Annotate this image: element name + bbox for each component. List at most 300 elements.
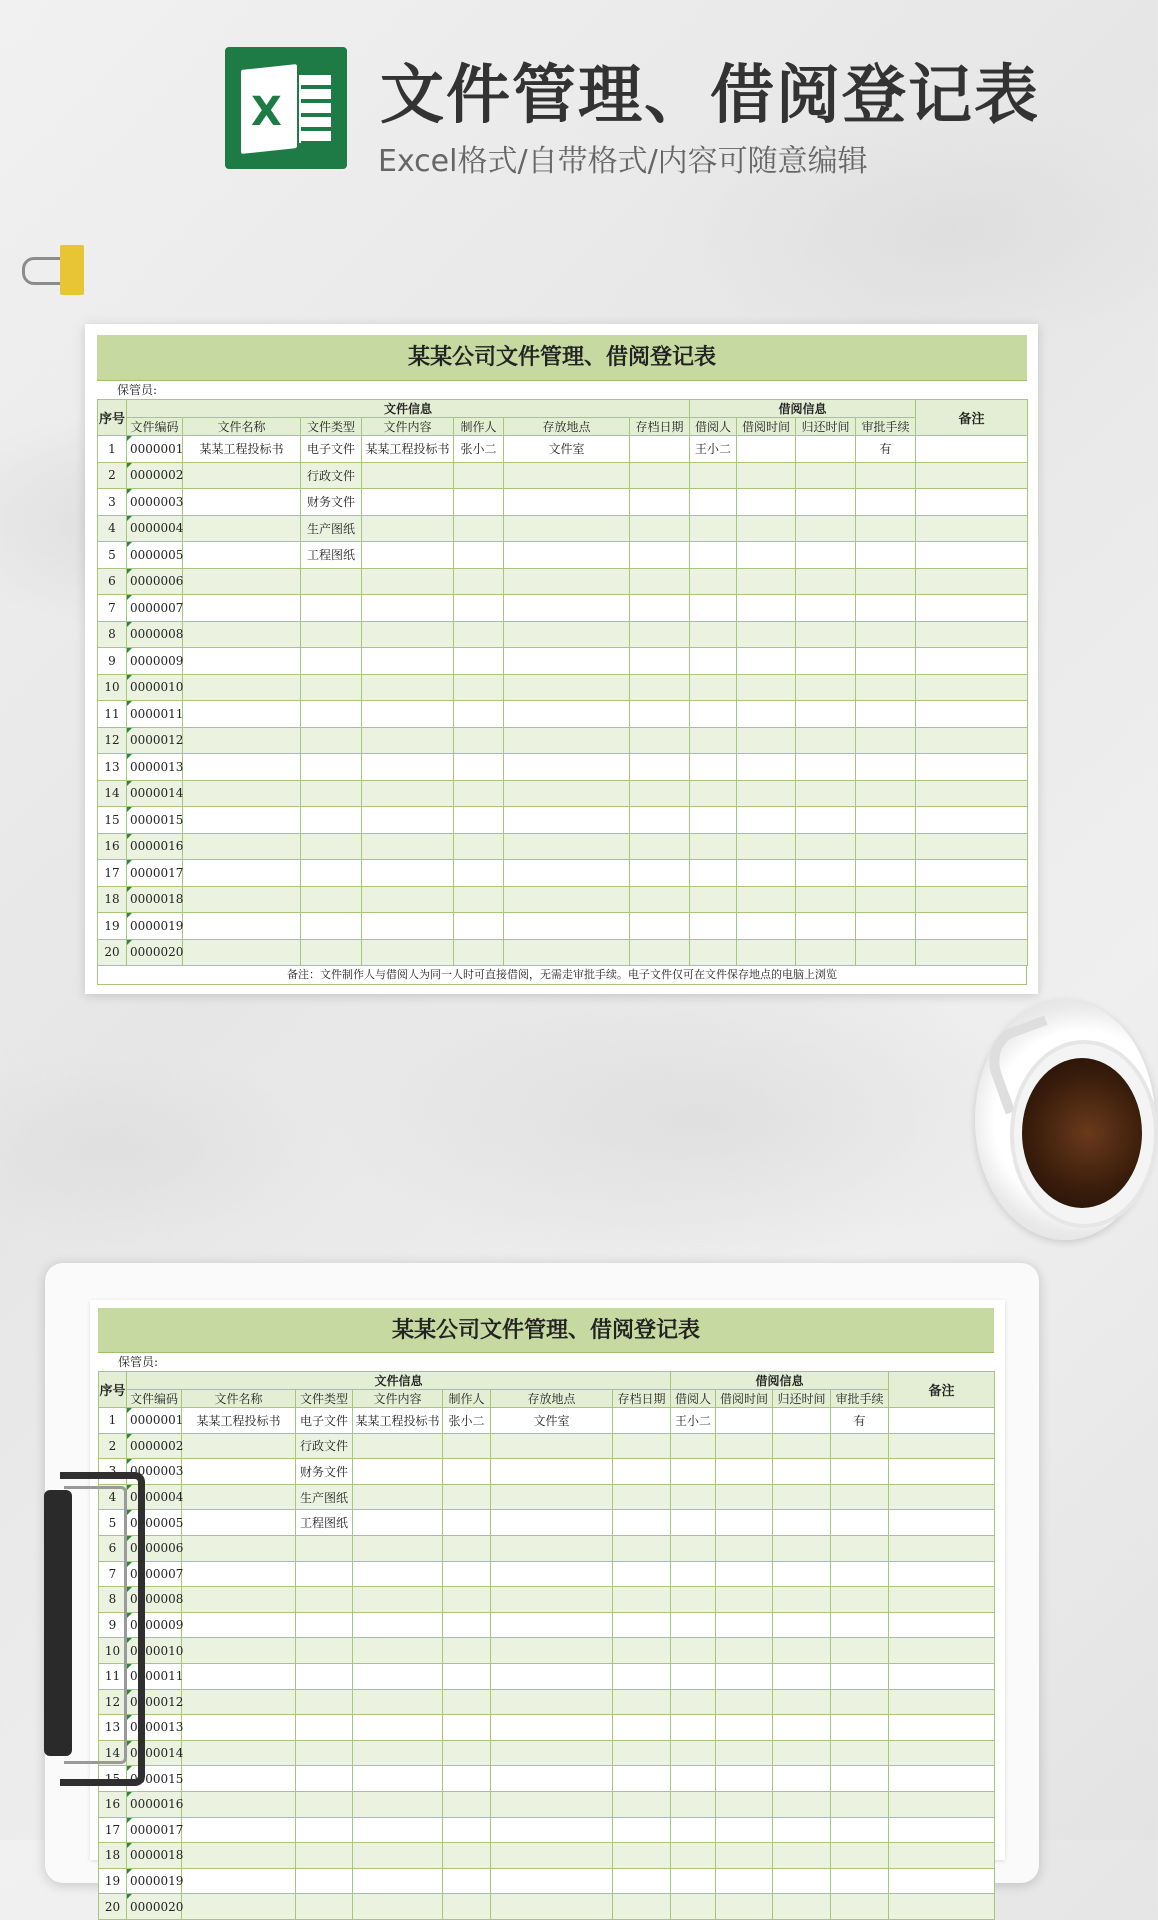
cell-file-name[interactable] bbox=[182, 1433, 296, 1459]
cell-approval[interactable] bbox=[831, 1689, 889, 1715]
cell-location[interactable] bbox=[491, 1638, 613, 1664]
cell-file-type[interactable]: 行政文件 bbox=[301, 462, 362, 489]
cell-archive-date[interactable] bbox=[613, 1638, 671, 1664]
cell-seq[interactable]: 16 bbox=[99, 1791, 127, 1817]
cell-file-code[interactable]: 0000014 bbox=[127, 1740, 182, 1766]
cell-file-name[interactable] bbox=[183, 621, 301, 648]
cell-file-name[interactable] bbox=[183, 913, 301, 940]
cell-file-code[interactable]: 0000016 bbox=[127, 833, 183, 860]
cell-file-type[interactable]: 工程图纸 bbox=[301, 542, 362, 569]
cell-borrow-time[interactable] bbox=[716, 1843, 773, 1869]
cell-file-type[interactable]: 电子文件 bbox=[301, 436, 362, 463]
cell-approval[interactable] bbox=[831, 1715, 889, 1741]
cell-borrower[interactable] bbox=[690, 807, 737, 834]
cell-remark[interactable] bbox=[916, 701, 1028, 728]
cell-return-time[interactable] bbox=[796, 886, 856, 913]
cell-file-name[interactable] bbox=[183, 860, 301, 887]
cell-seq[interactable]: 5 bbox=[98, 542, 127, 569]
cell-file-name[interactable] bbox=[183, 886, 301, 913]
cell-maker[interactable] bbox=[454, 860, 504, 887]
cell-archive-date[interactable] bbox=[630, 489, 690, 516]
cell-approval[interactable] bbox=[831, 1868, 889, 1894]
cell-location[interactable] bbox=[504, 542, 630, 569]
cell-file-content[interactable] bbox=[362, 595, 454, 622]
cell-return-time[interactable] bbox=[796, 939, 856, 966]
cell-file-content[interactable] bbox=[362, 886, 454, 913]
cell-return-time[interactable] bbox=[773, 1612, 831, 1638]
cell-location[interactable] bbox=[504, 489, 630, 516]
cell-remark[interactable] bbox=[889, 1689, 995, 1715]
cell-borrower[interactable] bbox=[671, 1791, 716, 1817]
cell-file-code[interactable]: 0000004 bbox=[127, 1484, 182, 1510]
cell-file-type[interactable] bbox=[296, 1740, 353, 1766]
cell-file-content[interactable] bbox=[353, 1715, 443, 1741]
cell-seq[interactable]: 7 bbox=[99, 1561, 127, 1587]
cell-approval[interactable] bbox=[831, 1484, 889, 1510]
cell-approval[interactable] bbox=[856, 515, 916, 542]
cell-seq[interactable]: 10 bbox=[98, 674, 127, 701]
cell-file-content[interactable] bbox=[362, 913, 454, 940]
cell-approval[interactable]: 有 bbox=[856, 436, 916, 463]
cell-seq[interactable]: 9 bbox=[98, 648, 127, 675]
cell-file-type[interactable] bbox=[301, 727, 362, 754]
cell-remark[interactable] bbox=[916, 913, 1028, 940]
cell-maker[interactable]: 张小二 bbox=[443, 1408, 491, 1434]
cell-borrower[interactable] bbox=[671, 1817, 716, 1843]
cell-return-time[interactable] bbox=[796, 833, 856, 860]
cell-file-type[interactable] bbox=[301, 674, 362, 701]
cell-approval[interactable] bbox=[856, 913, 916, 940]
cell-borrow-time[interactable] bbox=[716, 1535, 773, 1561]
cell-return-time[interactable] bbox=[773, 1535, 831, 1561]
cell-borrow-time[interactable] bbox=[716, 1817, 773, 1843]
cell-file-code[interactable]: 0000015 bbox=[127, 807, 183, 834]
cell-borrow-time[interactable] bbox=[737, 754, 796, 781]
cell-return-time[interactable] bbox=[773, 1663, 831, 1689]
cell-maker[interactable] bbox=[454, 701, 504, 728]
cell-return-time[interactable] bbox=[773, 1484, 831, 1510]
cell-archive-date[interactable] bbox=[613, 1612, 671, 1638]
cell-file-code[interactable]: 0000014 bbox=[127, 780, 183, 807]
cell-location[interactable] bbox=[504, 807, 630, 834]
cell-file-type[interactable] bbox=[301, 913, 362, 940]
cell-remark[interactable] bbox=[916, 860, 1028, 887]
cell-file-type[interactable] bbox=[301, 780, 362, 807]
cell-borrower[interactable] bbox=[690, 595, 737, 622]
cell-remark[interactable] bbox=[889, 1535, 995, 1561]
cell-borrower[interactable] bbox=[671, 1561, 716, 1587]
cell-file-content[interactable] bbox=[362, 860, 454, 887]
cell-approval[interactable] bbox=[831, 1817, 889, 1843]
cell-seq[interactable]: 14 bbox=[99, 1740, 127, 1766]
cell-remark[interactable] bbox=[916, 489, 1028, 516]
cell-borrow-time[interactable] bbox=[737, 807, 796, 834]
cell-file-type[interactable] bbox=[301, 939, 362, 966]
cell-maker[interactable] bbox=[443, 1843, 491, 1869]
cell-seq[interactable]: 11 bbox=[99, 1663, 127, 1689]
cell-seq[interactable]: 3 bbox=[98, 489, 127, 516]
cell-file-name[interactable]: 某某工程投标书 bbox=[182, 1408, 296, 1434]
cell-archive-date[interactable] bbox=[613, 1791, 671, 1817]
cell-remark[interactable] bbox=[916, 939, 1028, 966]
cell-archive-date[interactable] bbox=[613, 1689, 671, 1715]
cell-approval[interactable] bbox=[831, 1843, 889, 1869]
cell-borrower[interactable] bbox=[690, 939, 737, 966]
cell-return-time[interactable] bbox=[773, 1433, 831, 1459]
cell-file-content[interactable] bbox=[362, 780, 454, 807]
cell-seq[interactable]: 9 bbox=[99, 1612, 127, 1638]
cell-return-time[interactable] bbox=[796, 754, 856, 781]
cell-file-type[interactable] bbox=[301, 860, 362, 887]
cell-location[interactable] bbox=[491, 1484, 613, 1510]
cell-seq[interactable]: 12 bbox=[98, 727, 127, 754]
cell-maker[interactable] bbox=[443, 1561, 491, 1587]
cell-file-code[interactable]: 0000018 bbox=[127, 886, 183, 913]
cell-location[interactable] bbox=[504, 621, 630, 648]
cell-return-time[interactable] bbox=[773, 1715, 831, 1741]
cell-file-name[interactable] bbox=[183, 727, 301, 754]
cell-file-code[interactable]: 0000018 bbox=[127, 1843, 182, 1869]
cell-archive-date[interactable] bbox=[613, 1663, 671, 1689]
cell-file-type[interactable]: 生产图纸 bbox=[296, 1484, 353, 1510]
cell-file-content[interactable] bbox=[362, 833, 454, 860]
cell-location[interactable] bbox=[504, 833, 630, 860]
cell-maker[interactable] bbox=[454, 727, 504, 754]
cell-maker[interactable] bbox=[454, 462, 504, 489]
cell-file-type[interactable]: 财务文件 bbox=[301, 489, 362, 516]
cell-borrower[interactable] bbox=[671, 1894, 716, 1920]
cell-return-time[interactable] bbox=[773, 1894, 831, 1920]
cell-archive-date[interactable] bbox=[613, 1408, 671, 1434]
cell-archive-date[interactable] bbox=[613, 1766, 671, 1792]
cell-file-code[interactable]: 0000003 bbox=[127, 1459, 182, 1485]
cell-file-code[interactable]: 0000017 bbox=[127, 860, 183, 887]
cell-file-name[interactable] bbox=[182, 1561, 296, 1587]
cell-return-time[interactable] bbox=[773, 1561, 831, 1587]
cell-location[interactable] bbox=[491, 1817, 613, 1843]
cell-return-time[interactable] bbox=[796, 807, 856, 834]
cell-borrow-time[interactable] bbox=[716, 1587, 773, 1613]
cell-return-time[interactable] bbox=[773, 1510, 831, 1536]
cell-return-time[interactable] bbox=[796, 436, 856, 463]
cell-archive-date[interactable] bbox=[630, 780, 690, 807]
cell-location[interactable] bbox=[491, 1766, 613, 1792]
cell-file-type[interactable] bbox=[296, 1612, 353, 1638]
cell-file-type[interactable] bbox=[301, 621, 362, 648]
cell-borrow-time[interactable] bbox=[716, 1715, 773, 1741]
cell-borrower[interactable] bbox=[671, 1715, 716, 1741]
cell-seq[interactable]: 11 bbox=[98, 701, 127, 728]
cell-borrower[interactable] bbox=[690, 648, 737, 675]
cell-file-content[interactable] bbox=[362, 542, 454, 569]
cell-remark[interactable] bbox=[916, 436, 1028, 463]
cell-approval[interactable] bbox=[856, 462, 916, 489]
cell-file-name[interactable] bbox=[182, 1740, 296, 1766]
cell-location[interactable] bbox=[491, 1843, 613, 1869]
cell-approval[interactable] bbox=[856, 542, 916, 569]
cell-file-name[interactable] bbox=[183, 542, 301, 569]
cell-borrow-time[interactable] bbox=[737, 489, 796, 516]
cell-maker[interactable] bbox=[454, 913, 504, 940]
cell-remark[interactable] bbox=[916, 886, 1028, 913]
cell-file-code[interactable]: 0000006 bbox=[127, 568, 183, 595]
cell-maker[interactable] bbox=[443, 1894, 491, 1920]
cell-return-time[interactable] bbox=[796, 780, 856, 807]
cell-file-type[interactable] bbox=[296, 1843, 353, 1869]
cell-file-content[interactable] bbox=[353, 1894, 443, 1920]
cell-approval[interactable] bbox=[856, 780, 916, 807]
cell-maker[interactable] bbox=[454, 754, 504, 781]
cell-seq[interactable]: 12 bbox=[99, 1689, 127, 1715]
cell-file-content[interactable] bbox=[362, 489, 454, 516]
cell-location[interactable] bbox=[504, 595, 630, 622]
cell-archive-date[interactable] bbox=[613, 1894, 671, 1920]
cell-seq[interactable]: 2 bbox=[98, 462, 127, 489]
cell-borrow-time[interactable] bbox=[737, 648, 796, 675]
cell-borrower[interactable] bbox=[671, 1612, 716, 1638]
cell-remark[interactable] bbox=[916, 807, 1028, 834]
cell-maker[interactable] bbox=[454, 833, 504, 860]
cell-file-code[interactable]: 0000007 bbox=[127, 595, 183, 622]
cell-borrow-time[interactable] bbox=[716, 1766, 773, 1792]
cell-file-name[interactable] bbox=[182, 1766, 296, 1792]
cell-file-type[interactable] bbox=[301, 807, 362, 834]
cell-file-name[interactable]: 某某工程投标书 bbox=[183, 436, 301, 463]
cell-seq[interactable]: 5 bbox=[99, 1510, 127, 1536]
cell-archive-date[interactable] bbox=[630, 807, 690, 834]
cell-return-time[interactable] bbox=[796, 674, 856, 701]
cell-remark[interactable] bbox=[889, 1587, 995, 1613]
cell-return-time[interactable] bbox=[796, 462, 856, 489]
cell-file-content[interactable]: 某某工程投标书 bbox=[353, 1408, 443, 1434]
cell-approval[interactable] bbox=[856, 648, 916, 675]
cell-file-type[interactable] bbox=[296, 1689, 353, 1715]
cell-return-time[interactable] bbox=[796, 621, 856, 648]
cell-return-time[interactable] bbox=[796, 489, 856, 516]
cell-file-name[interactable] bbox=[183, 780, 301, 807]
cell-seq[interactable]: 15 bbox=[98, 807, 127, 834]
cell-maker[interactable] bbox=[443, 1510, 491, 1536]
cell-maker[interactable] bbox=[443, 1766, 491, 1792]
cell-seq[interactable]: 8 bbox=[98, 621, 127, 648]
cell-file-content[interactable] bbox=[362, 462, 454, 489]
cell-borrower[interactable]: 王小二 bbox=[671, 1408, 716, 1434]
cell-maker[interactable] bbox=[443, 1433, 491, 1459]
cell-file-content[interactable]: 某某工程投标书 bbox=[362, 436, 454, 463]
cell-approval[interactable] bbox=[831, 1561, 889, 1587]
cell-remark[interactable] bbox=[916, 674, 1028, 701]
cell-file-content[interactable] bbox=[362, 674, 454, 701]
cell-file-content[interactable] bbox=[353, 1612, 443, 1638]
cell-approval[interactable] bbox=[856, 939, 916, 966]
cell-borrow-time[interactable] bbox=[737, 727, 796, 754]
cell-seq[interactable]: 14 bbox=[98, 780, 127, 807]
cell-approval[interactable] bbox=[831, 1740, 889, 1766]
cell-archive-date[interactable] bbox=[630, 542, 690, 569]
cell-file-content[interactable] bbox=[353, 1587, 443, 1613]
cell-file-name[interactable] bbox=[182, 1791, 296, 1817]
cell-approval[interactable] bbox=[856, 860, 916, 887]
cell-borrow-time[interactable] bbox=[716, 1663, 773, 1689]
cell-archive-date[interactable] bbox=[613, 1740, 671, 1766]
cell-borrower[interactable] bbox=[690, 489, 737, 516]
cell-file-code[interactable]: 0000004 bbox=[127, 515, 183, 542]
cell-return-time[interactable] bbox=[773, 1587, 831, 1613]
cell-borrow-time[interactable] bbox=[737, 701, 796, 728]
cell-file-type[interactable] bbox=[296, 1587, 353, 1613]
cell-seq[interactable]: 10 bbox=[99, 1638, 127, 1664]
cell-file-code[interactable]: 0000008 bbox=[127, 1587, 182, 1613]
cell-file-code[interactable]: 0000005 bbox=[127, 1510, 182, 1536]
cell-file-code[interactable]: 0000002 bbox=[127, 462, 183, 489]
cell-file-content[interactable] bbox=[353, 1484, 443, 1510]
cell-borrower[interactable] bbox=[690, 833, 737, 860]
cell-remark[interactable] bbox=[889, 1817, 995, 1843]
cell-approval[interactable] bbox=[831, 1791, 889, 1817]
cell-approval[interactable] bbox=[831, 1894, 889, 1920]
cell-return-time[interactable] bbox=[796, 568, 856, 595]
cell-return-time[interactable] bbox=[773, 1791, 831, 1817]
cell-maker[interactable] bbox=[454, 568, 504, 595]
cell-borrower[interactable] bbox=[671, 1663, 716, 1689]
cell-borrower[interactable] bbox=[690, 462, 737, 489]
cell-file-name[interactable] bbox=[183, 595, 301, 622]
cell-borrow-time[interactable] bbox=[716, 1408, 773, 1434]
cell-file-content[interactable] bbox=[353, 1868, 443, 1894]
cell-seq[interactable]: 17 bbox=[99, 1817, 127, 1843]
cell-file-name[interactable] bbox=[182, 1689, 296, 1715]
cell-file-name[interactable] bbox=[182, 1484, 296, 1510]
cell-remark[interactable] bbox=[889, 1715, 995, 1741]
cell-archive-date[interactable] bbox=[613, 1868, 671, 1894]
cell-file-content[interactable] bbox=[353, 1740, 443, 1766]
cell-borrower[interactable] bbox=[690, 886, 737, 913]
cell-approval[interactable] bbox=[856, 621, 916, 648]
cell-file-code[interactable]: 0000001 bbox=[127, 436, 183, 463]
cell-archive-date[interactable] bbox=[630, 754, 690, 781]
cell-file-content[interactable] bbox=[362, 515, 454, 542]
cell-maker[interactable] bbox=[443, 1612, 491, 1638]
cell-approval[interactable] bbox=[856, 568, 916, 595]
cell-borrower[interactable] bbox=[671, 1766, 716, 1792]
cell-location[interactable] bbox=[491, 1715, 613, 1741]
cell-seq[interactable]: 2 bbox=[99, 1433, 127, 1459]
cell-file-name[interactable] bbox=[183, 833, 301, 860]
cell-approval[interactable] bbox=[831, 1612, 889, 1638]
cell-remark[interactable] bbox=[916, 595, 1028, 622]
cell-maker[interactable] bbox=[443, 1459, 491, 1485]
cell-borrow-time[interactable] bbox=[716, 1459, 773, 1485]
cell-borrow-time[interactable] bbox=[716, 1689, 773, 1715]
cell-remark[interactable] bbox=[916, 754, 1028, 781]
cell-archive-date[interactable] bbox=[630, 727, 690, 754]
cell-file-code[interactable]: 0000008 bbox=[127, 621, 183, 648]
cell-archive-date[interactable] bbox=[630, 621, 690, 648]
cell-file-content[interactable] bbox=[362, 621, 454, 648]
cell-borrow-time[interactable] bbox=[716, 1612, 773, 1638]
cell-location[interactable] bbox=[504, 674, 630, 701]
cell-file-type[interactable] bbox=[296, 1663, 353, 1689]
cell-borrower[interactable] bbox=[671, 1689, 716, 1715]
cell-return-time[interactable] bbox=[773, 1843, 831, 1869]
cell-approval[interactable] bbox=[831, 1638, 889, 1664]
cell-maker[interactable] bbox=[454, 648, 504, 675]
cell-location[interactable] bbox=[504, 780, 630, 807]
cell-approval[interactable] bbox=[856, 886, 916, 913]
cell-file-content[interactable] bbox=[353, 1561, 443, 1587]
cell-borrower[interactable] bbox=[690, 568, 737, 595]
cell-approval[interactable] bbox=[856, 489, 916, 516]
cell-file-code[interactable]: 0000009 bbox=[127, 1612, 182, 1638]
cell-file-code[interactable]: 0000016 bbox=[127, 1791, 182, 1817]
cell-file-type[interactable] bbox=[296, 1561, 353, 1587]
cell-file-code[interactable]: 0000005 bbox=[127, 542, 183, 569]
cell-borrow-time[interactable] bbox=[737, 568, 796, 595]
cell-location[interactable] bbox=[491, 1868, 613, 1894]
cell-return-time[interactable] bbox=[773, 1638, 831, 1664]
cell-remark[interactable] bbox=[889, 1561, 995, 1587]
cell-maker[interactable] bbox=[454, 621, 504, 648]
cell-file-content[interactable] bbox=[362, 807, 454, 834]
cell-archive-date[interactable] bbox=[613, 1817, 671, 1843]
cell-file-name[interactable] bbox=[182, 1587, 296, 1613]
cell-file-type[interactable] bbox=[296, 1638, 353, 1664]
cell-archive-date[interactable] bbox=[613, 1484, 671, 1510]
cell-seq[interactable]: 17 bbox=[98, 860, 127, 887]
cell-file-name[interactable] bbox=[182, 1715, 296, 1741]
cell-file-name[interactable] bbox=[182, 1535, 296, 1561]
cell-file-type[interactable] bbox=[301, 568, 362, 595]
cell-file-content[interactable] bbox=[362, 727, 454, 754]
cell-file-name[interactable] bbox=[183, 489, 301, 516]
cell-file-type[interactable] bbox=[296, 1894, 353, 1920]
cell-approval[interactable] bbox=[831, 1663, 889, 1689]
cell-location[interactable] bbox=[504, 568, 630, 595]
cell-borrow-time[interactable] bbox=[716, 1561, 773, 1587]
cell-archive-date[interactable] bbox=[613, 1587, 671, 1613]
cell-maker[interactable] bbox=[443, 1663, 491, 1689]
cell-borrower[interactable] bbox=[671, 1535, 716, 1561]
cell-maker[interactable] bbox=[443, 1587, 491, 1613]
cell-borrower[interactable] bbox=[690, 727, 737, 754]
cell-file-name[interactable] bbox=[183, 754, 301, 781]
cell-seq[interactable]: 7 bbox=[98, 595, 127, 622]
cell-file-name[interactable] bbox=[183, 939, 301, 966]
cell-file-content[interactable] bbox=[353, 1817, 443, 1843]
cell-file-type[interactable] bbox=[296, 1766, 353, 1792]
cell-approval[interactable] bbox=[856, 674, 916, 701]
cell-archive-date[interactable] bbox=[630, 648, 690, 675]
cell-file-name[interactable] bbox=[183, 807, 301, 834]
cell-borrow-time[interactable] bbox=[737, 462, 796, 489]
cell-file-content[interactable] bbox=[353, 1766, 443, 1792]
cell-maker[interactable] bbox=[443, 1791, 491, 1817]
cell-borrow-time[interactable] bbox=[737, 674, 796, 701]
cell-borrow-time[interactable] bbox=[716, 1791, 773, 1817]
cell-file-type[interactable]: 行政文件 bbox=[296, 1433, 353, 1459]
cell-remark[interactable] bbox=[889, 1612, 995, 1638]
cell-location[interactable] bbox=[504, 860, 630, 887]
cell-archive-date[interactable] bbox=[630, 886, 690, 913]
cell-file-name[interactable] bbox=[183, 462, 301, 489]
cell-seq[interactable]: 6 bbox=[98, 568, 127, 595]
cell-file-code[interactable]: 0000013 bbox=[127, 754, 183, 781]
cell-return-time[interactable] bbox=[773, 1689, 831, 1715]
cell-file-type[interactable] bbox=[301, 648, 362, 675]
cell-maker[interactable] bbox=[454, 542, 504, 569]
cell-archive-date[interactable] bbox=[613, 1561, 671, 1587]
cell-borrower[interactable] bbox=[671, 1638, 716, 1664]
